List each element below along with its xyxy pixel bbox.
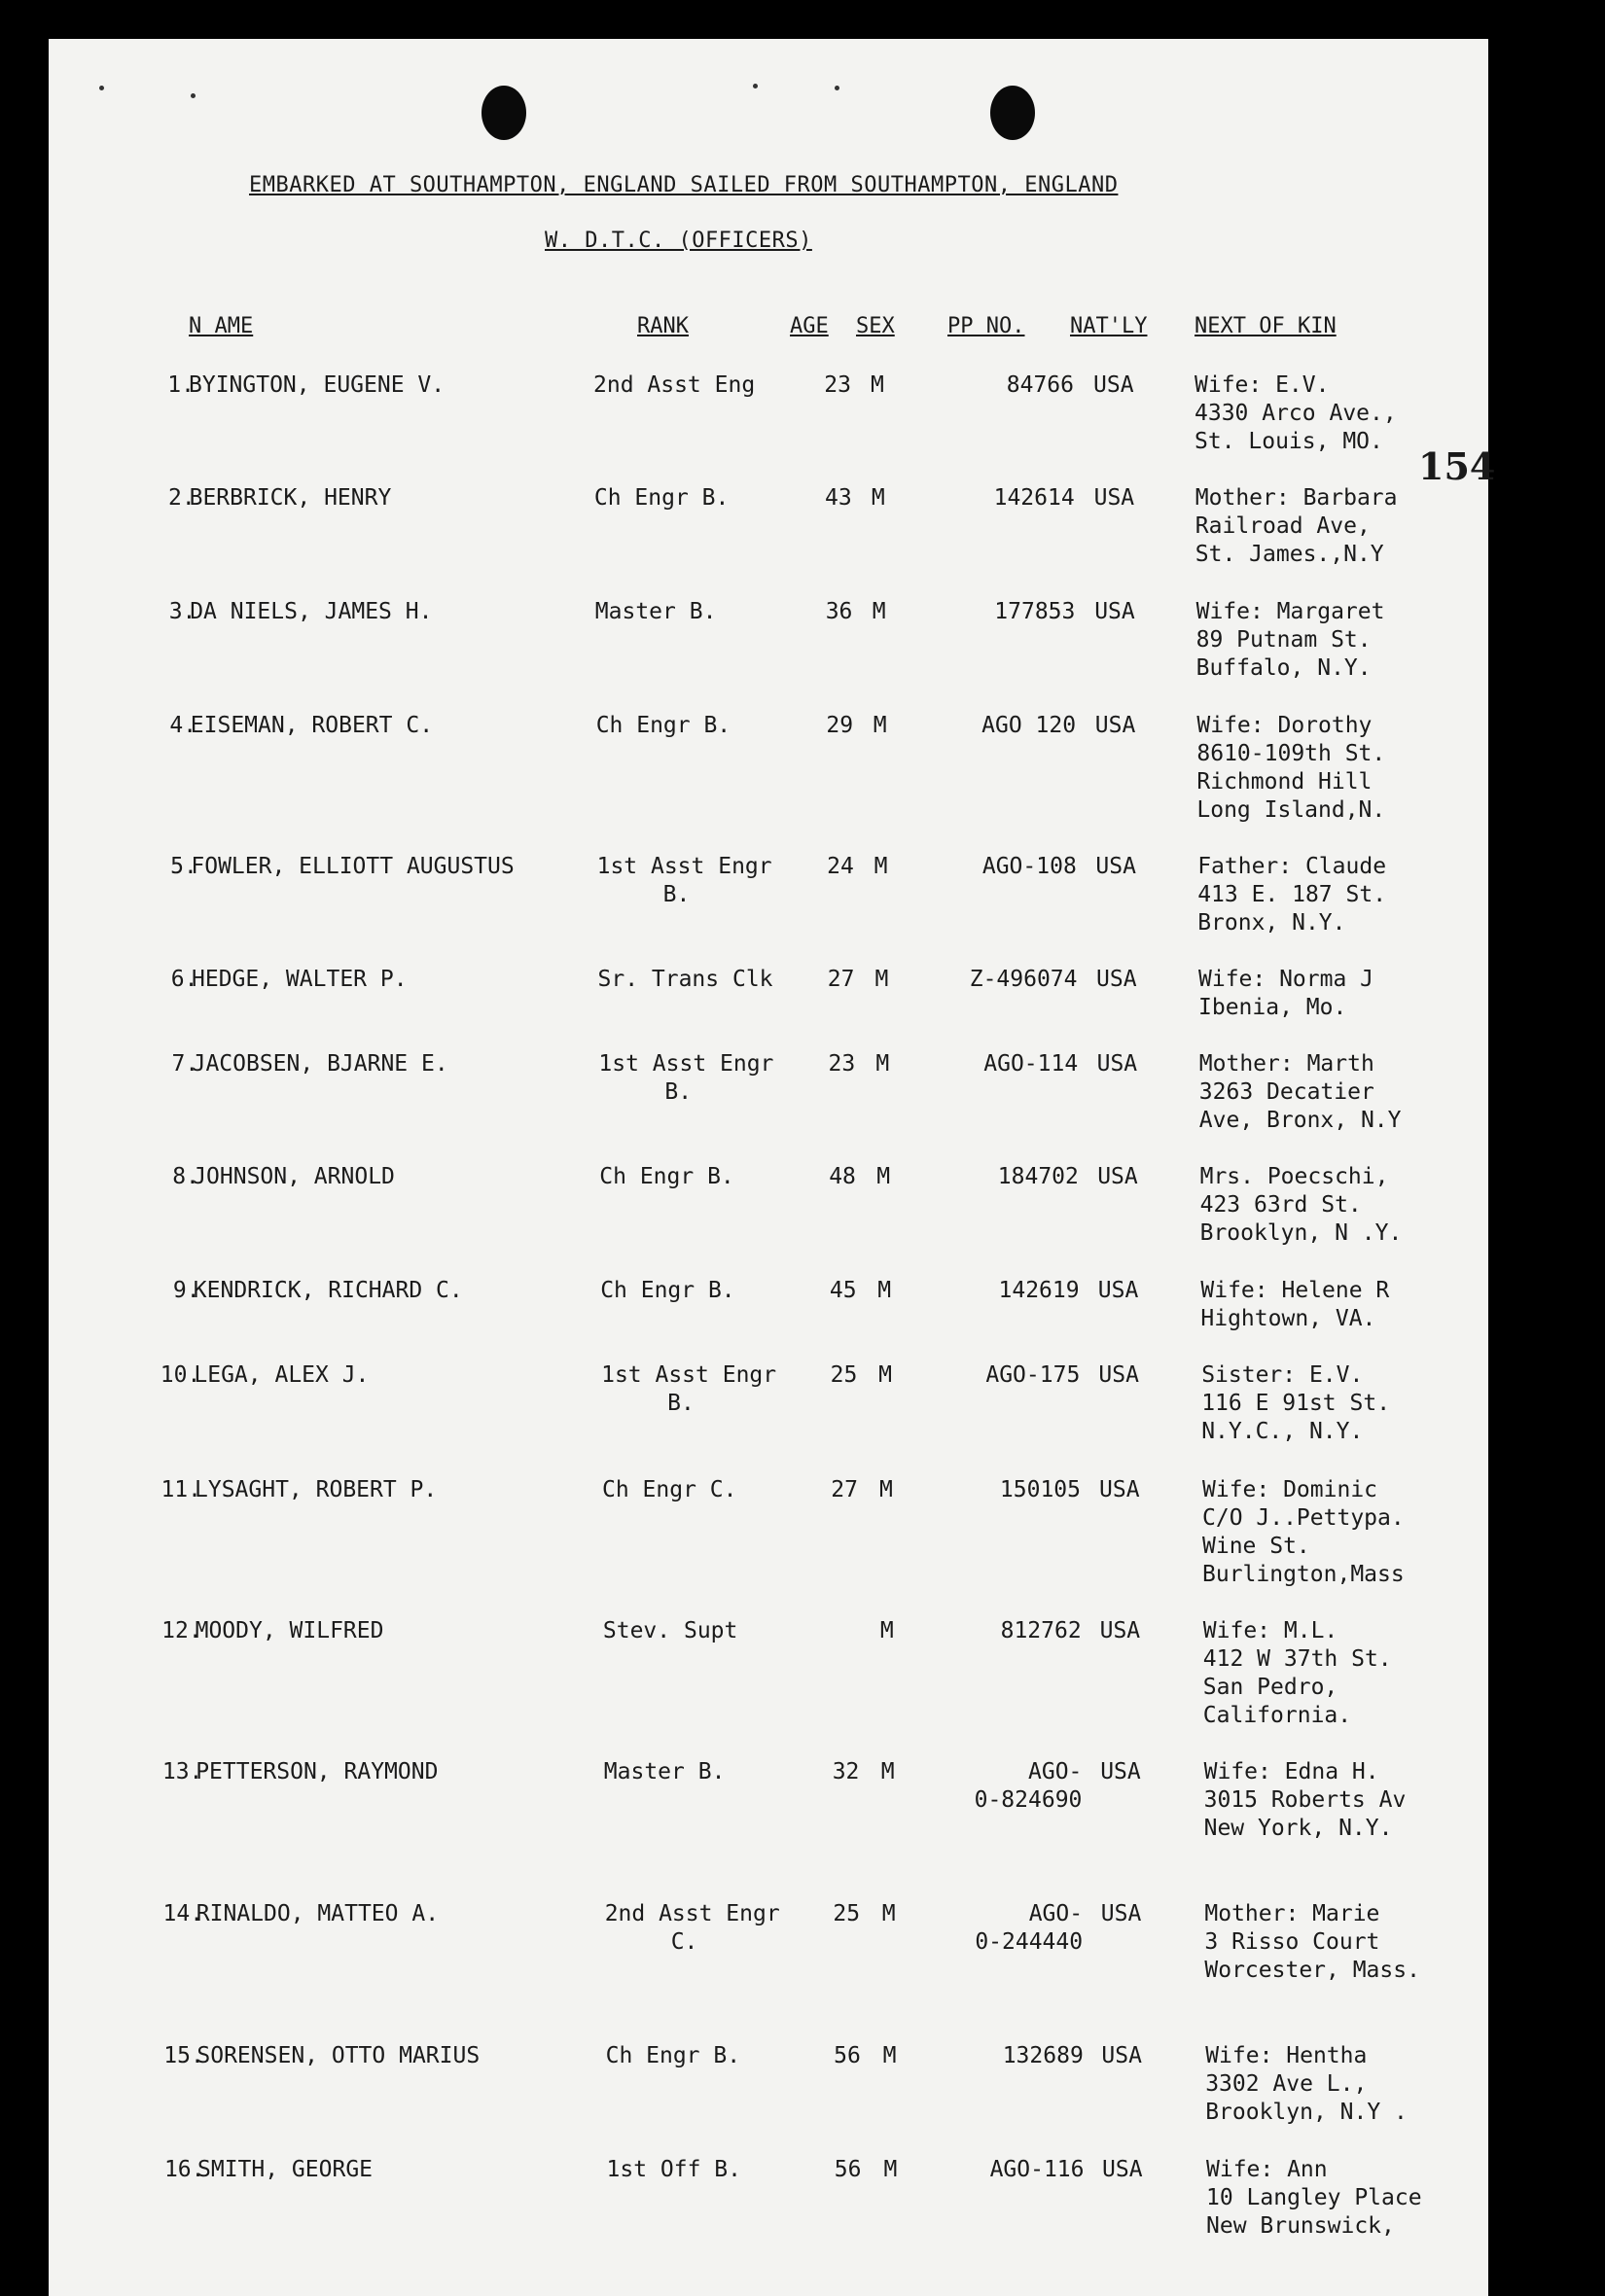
age-cell: 43 <box>824 485 852 511</box>
rank-cell <box>596 712 731 740</box>
speck <box>753 84 758 88</box>
next-of-kin-cell-line: Wife: Ann <box>1206 2157 1328 2182</box>
name-cell: LEGA, ALEX J. <box>194 1362 370 1388</box>
age-cell: 27 <box>827 967 855 992</box>
next-of-kin-cell <box>1204 1900 1420 1985</box>
speck <box>99 86 104 90</box>
name-cell: FOWLER, ELLIOTT AUGUSTUS <box>191 854 515 879</box>
age-cell: 48 <box>829 1164 856 1189</box>
rank-cell-line: Ch Engr B. <box>593 485 730 511</box>
sex-cell: M <box>879 1477 893 1502</box>
nationality-cell: USA <box>1102 2157 1143 2182</box>
rank-cell-line: Ch Engr B. <box>595 713 731 738</box>
age-cell: 25 <box>833 1901 861 1926</box>
nationality-cell: USA <box>1097 1278 1139 1303</box>
age-cell: 56 <box>834 2157 862 2182</box>
rank-cell-line: 2nd Asst Engr <box>604 1901 780 1926</box>
row-number: 4. <box>169 713 197 738</box>
row-number: 16. <box>163 2157 205 2182</box>
next-of-kin-cell-line: Wife: Margaret <box>1195 599 1385 624</box>
next-of-kin-cell-line: Burlington,Mass <box>1202 1562 1405 1587</box>
nationality-cell: USA <box>1101 2043 1142 2068</box>
embarkation-header: EMBARKED AT SOUTHAMPTON, ENGLAND SAILED FROM SOUTHAMPTON, ENGLAND <box>249 173 1119 197</box>
rank-cell <box>601 1361 776 1418</box>
next-of-kin-cell-line: 4330 Arco Ave., <box>1195 401 1397 426</box>
next-of-kin-cell-line: Mother: Barbara <box>1195 485 1398 511</box>
next-of-kin-cell-line: 412 W 37th St. <box>1202 1646 1392 1672</box>
rank-cell-line: C. <box>670 1929 698 1955</box>
rank-cell-line: 1st Asst Engr <box>598 1051 774 1077</box>
rank-cell <box>600 1277 734 1305</box>
sex-cell: M <box>872 599 886 624</box>
next-of-kin-cell-line: St. James.,N.Y <box>1195 542 1384 567</box>
age-cell: 32 <box>832 1759 860 1784</box>
rank-cell <box>598 1050 773 1107</box>
next-of-kin-cell <box>1200 1163 1403 1248</box>
row-number: 9. <box>172 1278 200 1303</box>
next-of-kin-cell-line: Brooklyn, N .Y. <box>1199 1220 1403 1246</box>
next-of-kin-cell-line: Wife: E.V. <box>1195 372 1330 398</box>
nationality-cell: USA <box>1096 1051 1138 1077</box>
next-of-kin-cell-line: Hightown, VA. <box>1200 1306 1376 1331</box>
pp-number-cell <box>947 371 1074 400</box>
col-header-kin: NEXT OF KIN <box>1195 314 1337 338</box>
sex-cell: M <box>874 967 889 992</box>
next-of-kin-cell-line: 10 Langley Place <box>1206 2185 1422 2210</box>
next-of-kin-cell-line: Buffalo, N.Y. <box>1195 655 1372 681</box>
nationality-cell: USA <box>1097 1164 1138 1189</box>
name-cell: BYINGTON, EUGENE V. <box>189 372 446 398</box>
pp-number-cell-line: 184702 <box>997 1164 1079 1189</box>
next-of-kin-cell-line: Wife: Hentha <box>1205 2043 1368 2068</box>
next-of-kin-cell <box>1203 1617 1392 1730</box>
next-of-kin-cell-line: New York, N.Y. <box>1203 1816 1393 1841</box>
pp-number-cell-line: AGO-114 <box>983 1051 1079 1077</box>
next-of-kin-cell-line: San Pedro, <box>1202 1675 1338 1700</box>
nationality-cell: USA <box>1099 1477 1140 1502</box>
punch-hole <box>482 86 526 140</box>
age-cell: 23 <box>828 1051 856 1077</box>
nationality-cell: USA <box>1095 854 1136 879</box>
pp-number-cell-line: AGO-108 <box>981 854 1077 879</box>
pp-number-cell-line: AGO 120 <box>981 713 1077 738</box>
sex-cell: M <box>879 1618 894 1643</box>
pp-number-cell-line: 84766 <box>1006 372 1074 398</box>
pp-number-cell-line: AGO-175 <box>985 1362 1081 1388</box>
next-of-kin-cell-line: New Brunswick, <box>1206 2213 1395 2239</box>
nationality-cell: USA <box>1100 1759 1141 1784</box>
next-of-kin-cell-line: Wine St. <box>1202 1534 1310 1559</box>
rank-cell <box>602 1476 736 1504</box>
row-number: 11. <box>160 1477 201 1502</box>
nationality-cell: USA <box>1094 713 1136 738</box>
pp-number-cell <box>958 2156 1085 2184</box>
name-cell: PETTERSON, RAYMOND <box>196 1759 439 1784</box>
pp-number-cell-line: 142614 <box>993 485 1075 511</box>
pp-number-cell <box>955 1758 1082 1815</box>
rank-cell-line: 2nd Asst Eng <box>593 372 756 398</box>
rank-cell-line: 1st Asst Engr <box>601 1362 777 1388</box>
next-of-kin-cell-line: 89 Putnam St. <box>1195 627 1372 653</box>
pp-number-cell <box>957 2042 1084 2070</box>
name-cell: MOODY, WILFRED <box>195 1618 384 1643</box>
col-header-natly: NAT'LY <box>1070 314 1148 338</box>
pp-number-cell <box>951 966 1078 994</box>
speck <box>191 93 196 98</box>
nationality-cell: USA <box>1096 967 1137 992</box>
sex-cell: M <box>871 372 884 398</box>
sex-cell: M <box>883 2157 898 2182</box>
next-of-kin-cell-line: California. <box>1202 1703 1352 1728</box>
next-of-kin-cell-line: Ibenia, Mo. <box>1198 995 1347 1020</box>
row-number: 3. <box>168 599 196 624</box>
next-of-kin-cell-line: Wife: Edna H. <box>1203 1759 1379 1784</box>
pp-number-cell <box>956 1900 1083 1957</box>
pp-number-cell <box>955 1617 1082 1645</box>
rank-cell <box>599 1163 733 1191</box>
nationality-cell: USA <box>1098 1362 1139 1388</box>
rank-cell-line: 1st Off B. <box>606 2157 741 2182</box>
sex-cell: M <box>876 1164 891 1189</box>
next-of-kin-cell-line: 423 63rd St. <box>1199 1192 1362 1218</box>
next-of-kin-cell-line: Railroad Ave, <box>1195 513 1371 539</box>
age-cell: 25 <box>830 1362 858 1388</box>
next-of-kin-cell-line: Mother: Marth <box>1198 1051 1374 1077</box>
next-of-kin-cell-line: Mother: Marie <box>1204 1901 1380 1926</box>
next-of-kin-cell <box>1199 1050 1402 1135</box>
nationality-cell: USA <box>1099 1618 1141 1643</box>
rank-cell-line: Ch Engr B. <box>600 1278 735 1303</box>
pp-number-cell-line: 142619 <box>998 1278 1080 1303</box>
rank-cell <box>595 598 717 626</box>
rank-cell-line: Master B. <box>603 1759 726 1784</box>
manifest-page <box>49 39 1496 2296</box>
rank-cell <box>604 1758 726 1786</box>
next-of-kin-cell <box>1198 966 1373 1022</box>
next-of-kin-cell-line: Wife: M.L. <box>1202 1618 1338 1643</box>
next-of-kin-cell <box>1197 853 1386 937</box>
pp-number-cell <box>953 1361 1080 1390</box>
pp-number-cell-line: 0-244440 <box>975 1929 1084 1955</box>
pp-number-cell-line: 177853 <box>994 599 1076 624</box>
name-cell: JOHNSON, ARNOLD <box>193 1164 395 1189</box>
row-number: 6. <box>170 967 198 992</box>
pp-number-cell <box>950 853 1077 881</box>
next-of-kin-cell-line: 3302 Ave L., <box>1205 2071 1368 2097</box>
pp-number-cell-line: AGO- <box>1028 1901 1084 1926</box>
speck <box>835 86 839 90</box>
age-cell: 24 <box>827 854 854 879</box>
name-cell: DA NIELS, JAMES H. <box>190 599 433 624</box>
pp-number-cell-line: 0-824690 <box>974 1787 1083 1813</box>
name-cell: HEDGE, WALTER P. <box>192 967 408 992</box>
next-of-kin-cell-line: Wife: Dorothy <box>1196 713 1373 738</box>
sex-cell: M <box>878 1362 892 1388</box>
name-cell: BERBRICK, HENRY <box>189 485 392 511</box>
pp-number-cell <box>954 1476 1081 1504</box>
col-header-pp: PP NO. <box>947 314 1025 338</box>
col-header-name: N AME <box>189 314 254 338</box>
next-of-kin-cell-line: 413 E. 187 St. <box>1197 882 1387 907</box>
row-number: 10. <box>160 1362 201 1388</box>
pp-number-cell <box>952 1163 1079 1191</box>
next-of-kin-cell-line: Wife: Dominic <box>1202 1477 1378 1502</box>
sex-cell: M <box>873 713 887 738</box>
next-of-kin-cell <box>1205 2042 1408 2127</box>
next-of-kin-cell-line: Mrs. Poecschi, <box>1199 1164 1389 1189</box>
next-of-kin-cell-line: 3 Risso Court <box>1204 1929 1380 1955</box>
nationality-cell: USA <box>1093 485 1135 511</box>
page-number-stamp: 154 <box>1418 444 1496 488</box>
next-of-kin-cell <box>1196 712 1385 825</box>
next-of-kin-cell-line: 116 E 91st St. <box>1201 1391 1391 1416</box>
next-of-kin-cell-line: 3015 Roberts Av <box>1203 1787 1407 1813</box>
next-of-kin-cell <box>1204 1758 1407 1843</box>
age-cell: 27 <box>831 1477 858 1502</box>
rank-cell-line: Sr. Trans Clk <box>597 967 773 992</box>
col-header-sex: SEX <box>856 314 895 338</box>
rank-cell <box>594 484 729 512</box>
rank-cell-line: 1st Asst Engr <box>596 854 772 879</box>
next-of-kin-cell <box>1195 484 1398 569</box>
row-number: 8. <box>172 1164 199 1189</box>
name-cell: EISEMAN, ROBERT C. <box>190 713 434 738</box>
next-of-kin-cell-line: Wife: Norma J <box>1198 967 1374 992</box>
name-cell: JACOBSEN, BJARNE E. <box>192 1051 448 1077</box>
nationality-cell: USA <box>1100 1901 1142 1926</box>
row-number: 12. <box>161 1618 202 1643</box>
rank-cell <box>603 1617 737 1645</box>
age-cell: 29 <box>826 713 854 738</box>
row-number: 13. <box>161 1759 203 1784</box>
row-number: 5. <box>170 854 197 879</box>
next-of-kin-cell <box>1200 1277 1389 1333</box>
pp-number-cell <box>948 484 1075 512</box>
rank-cell <box>597 853 772 909</box>
pp-number-cell-line: AGO- <box>1028 1759 1083 1784</box>
next-of-kin-cell-line: Sister: E.V. <box>1201 1362 1364 1388</box>
punch-hole <box>990 86 1035 140</box>
next-of-kin-cell-line: Brooklyn, N.Y . <box>1205 2100 1408 2125</box>
next-of-kin-cell-line: Father: Claude <box>1197 854 1387 879</box>
row-number: 1. <box>167 372 195 398</box>
rank-cell-line: Stev. Supt <box>602 1618 738 1643</box>
next-of-kin-cell-line: Bronx, N.Y. <box>1197 910 1346 936</box>
pp-number-cell <box>953 1277 1080 1305</box>
next-of-kin-cell-line: Worcester, Mass. <box>1204 1958 1420 1983</box>
next-of-kin-cell-line: N.Y.C., N.Y. <box>1201 1419 1364 1444</box>
next-of-kin-cell-line: 8610-109th St. <box>1196 741 1386 766</box>
next-of-kin-cell-line: St. Louis, MO. <box>1195 429 1383 454</box>
row-number: 14. <box>162 1901 204 1926</box>
name-cell: KENDRICK, RICHARD C. <box>193 1278 463 1303</box>
name-cell: SORENSEN, OTTO MARIUS <box>196 2043 481 2068</box>
rank-cell-line: B. <box>667 1391 695 1416</box>
rank-cell <box>605 1900 780 1957</box>
rank-cell-line: B. <box>664 1079 693 1105</box>
nationality-cell: USA <box>1094 599 1135 624</box>
row-number: 7. <box>171 1051 199 1077</box>
next-of-kin-cell-line: Ave, Bronx, N.Y <box>1198 1108 1402 1133</box>
rank-cell-line: Ch Engr B. <box>599 1164 734 1189</box>
next-of-kin-cell-line: Wife: Helene R <box>1200 1278 1390 1303</box>
rank-cell-line: Master B. <box>594 599 717 624</box>
next-of-kin-cell <box>1201 1361 1390 1446</box>
next-of-kin-cell-line: 3263 Decatier <box>1198 1079 1374 1105</box>
sex-cell: M <box>875 1051 890 1077</box>
rank-cell-line: B. <box>662 882 691 907</box>
name-cell: SMITH, GEORGE <box>197 2157 374 2182</box>
next-of-kin-cell <box>1206 2156 1422 2241</box>
next-of-kin-cell-line: Richmond Hill <box>1196 769 1373 795</box>
rank-cell <box>598 966 773 994</box>
age-cell: 56 <box>834 2043 861 2068</box>
name-cell: RINALDO, MATTEO A. <box>196 1901 440 1926</box>
age-cell: 45 <box>829 1278 857 1303</box>
sex-cell: M <box>882 2043 897 2068</box>
age-cell: 23 <box>824 372 851 398</box>
next-of-kin-cell-line: Long Island,N. <box>1196 797 1386 823</box>
sex-cell: M <box>880 1759 895 1784</box>
pp-number-cell <box>948 598 1075 626</box>
pp-number-cell-line: 132689 <box>1002 2043 1084 2068</box>
rank-cell <box>606 2042 740 2070</box>
sex-cell: M <box>877 1278 892 1303</box>
next-of-kin-cell <box>1195 371 1397 456</box>
next-of-kin-cell-line: C/O J..Pettypa. <box>1202 1505 1405 1531</box>
row-number: 15. <box>163 2043 204 2068</box>
pp-number-cell-line: Z-496074 <box>969 967 1078 992</box>
age-cell: 36 <box>825 599 853 624</box>
col-header-rank: RANK <box>637 314 689 338</box>
sex-cell: M <box>871 485 885 511</box>
rank-cell <box>607 2156 741 2184</box>
name-cell: LYSAGHT, ROBERT P. <box>195 1477 438 1502</box>
rank-cell-line: Ch Engr C. <box>602 1477 737 1502</box>
row-number: 2. <box>167 485 196 511</box>
sex-cell: M <box>881 1901 896 1926</box>
next-of-kin-cell <box>1196 598 1385 683</box>
pp-number-cell-line: AGO-116 <box>989 2157 1085 2182</box>
next-of-kin-cell <box>1202 1476 1405 1589</box>
nationality-cell: USA <box>1093 372 1134 398</box>
col-header-age: AGE <box>790 314 829 338</box>
pp-number-cell <box>951 1050 1078 1078</box>
pp-number-cell-line: 150105 <box>999 1477 1081 1502</box>
rank-cell-line: Ch Engr B. <box>605 2043 741 2068</box>
pp-number-cell <box>949 712 1076 740</box>
unit-header: W. D.T.C. (OFFICERS) <box>545 229 812 253</box>
pp-number-cell-line: 812762 <box>1000 1618 1082 1643</box>
rank-cell <box>593 371 755 400</box>
sex-cell: M <box>874 854 888 879</box>
